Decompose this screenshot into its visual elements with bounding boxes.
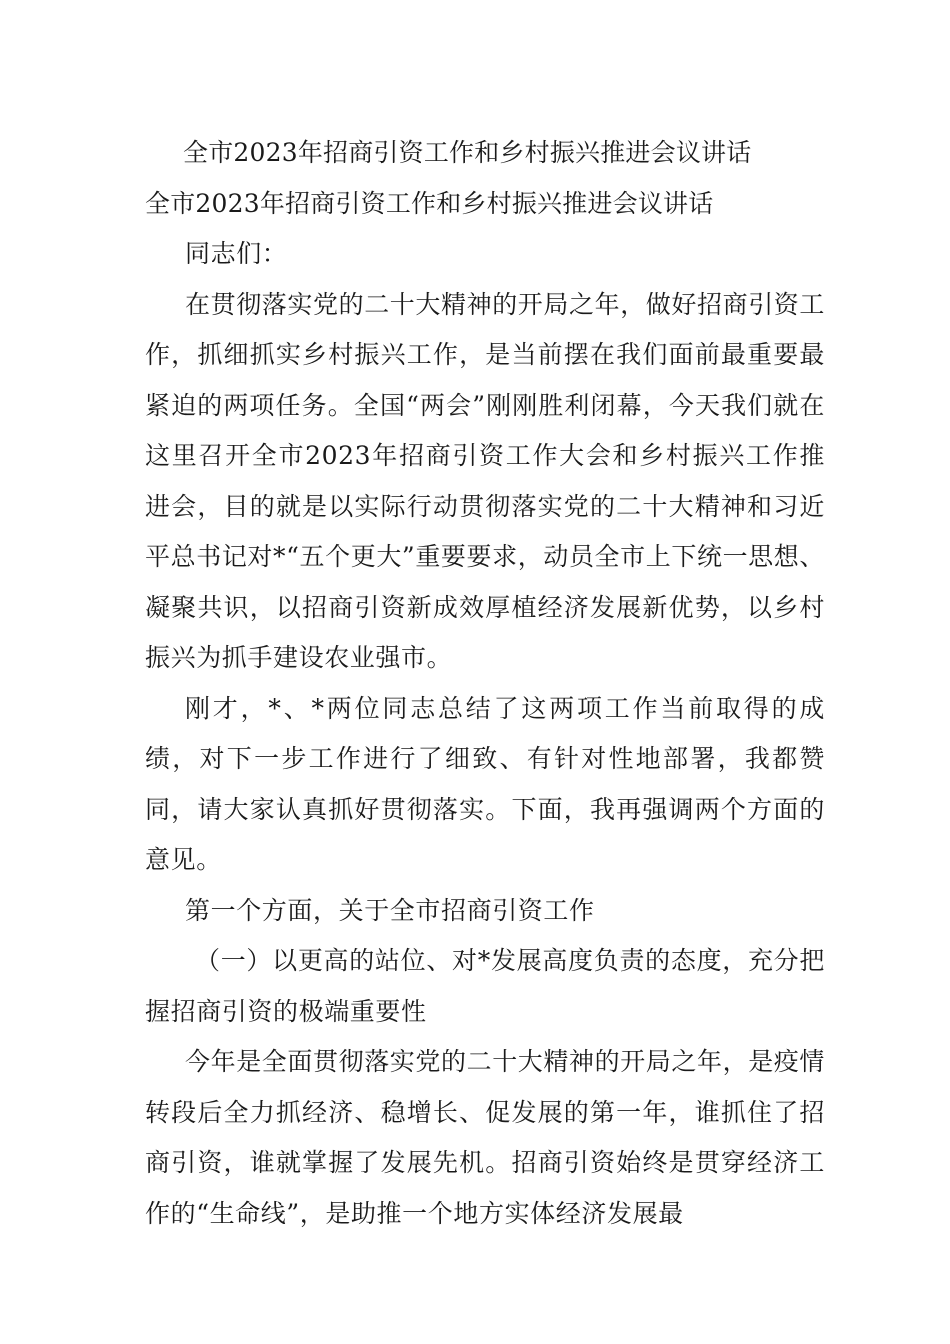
paragraph-remarks: 刚才，*、*两位同志总结了这两项工作当前取得的成绩，对下一步工作进行了细致、有针对性地部署，我都赞同，请大家认真抓好贯彻落实。下面，我再强调两个方面的意见。 — [145, 693, 825, 874]
paragraph-investment: 今年是全面贯彻落实党的二十大精神的开局之年，是疫情转段后全力抓经济、稳增长、促发展的第一年，谁抓住了招商引资，谁就掌握了发展先机。招商引资始终是贯穿经济工作的“生命线”，是助推一个地方实体经济发展最 — [145, 1047, 826, 1228]
document-title-repeat: 全市2023年招商引资工作和乡村振兴推进会议讲话 — [145, 188, 714, 218]
salutation: 同志们： — [185, 239, 288, 268]
document-title: 全市2023年招商引资工作和乡村振兴推进会议讲话 — [183, 138, 752, 167]
subsection-heading: （一）以更高的站位、对*发展高度负责的态度，充分把握招商引资的极端重要性 — [145, 946, 825, 1026]
document-body — [145, 128, 825, 1239]
section-heading: 第一个方面，关于全市招商引资工作 — [185, 895, 595, 925]
paragraph-intro: 在贯彻落实党的二十大精神的开局之年，做好招商引资工作，抓细抓实乡村振兴工作，是当前摆在我们面前最重要最紧迫的两项任务。全国“两会”刚刚胜利闭幕，今天我们就在这里召开全市2023年招商引资工作大会和乡村振兴工作推进会，目的就是以实际行动贯彻落实党的二十大精神和习近平总书记对*“五个更大”重要要求，动员全市上下统一思想、凝聚共识，以招商引资新成效厚植经济发展新优势，以乡村振兴为抓手建设农业强市。 — [145, 289, 826, 672]
